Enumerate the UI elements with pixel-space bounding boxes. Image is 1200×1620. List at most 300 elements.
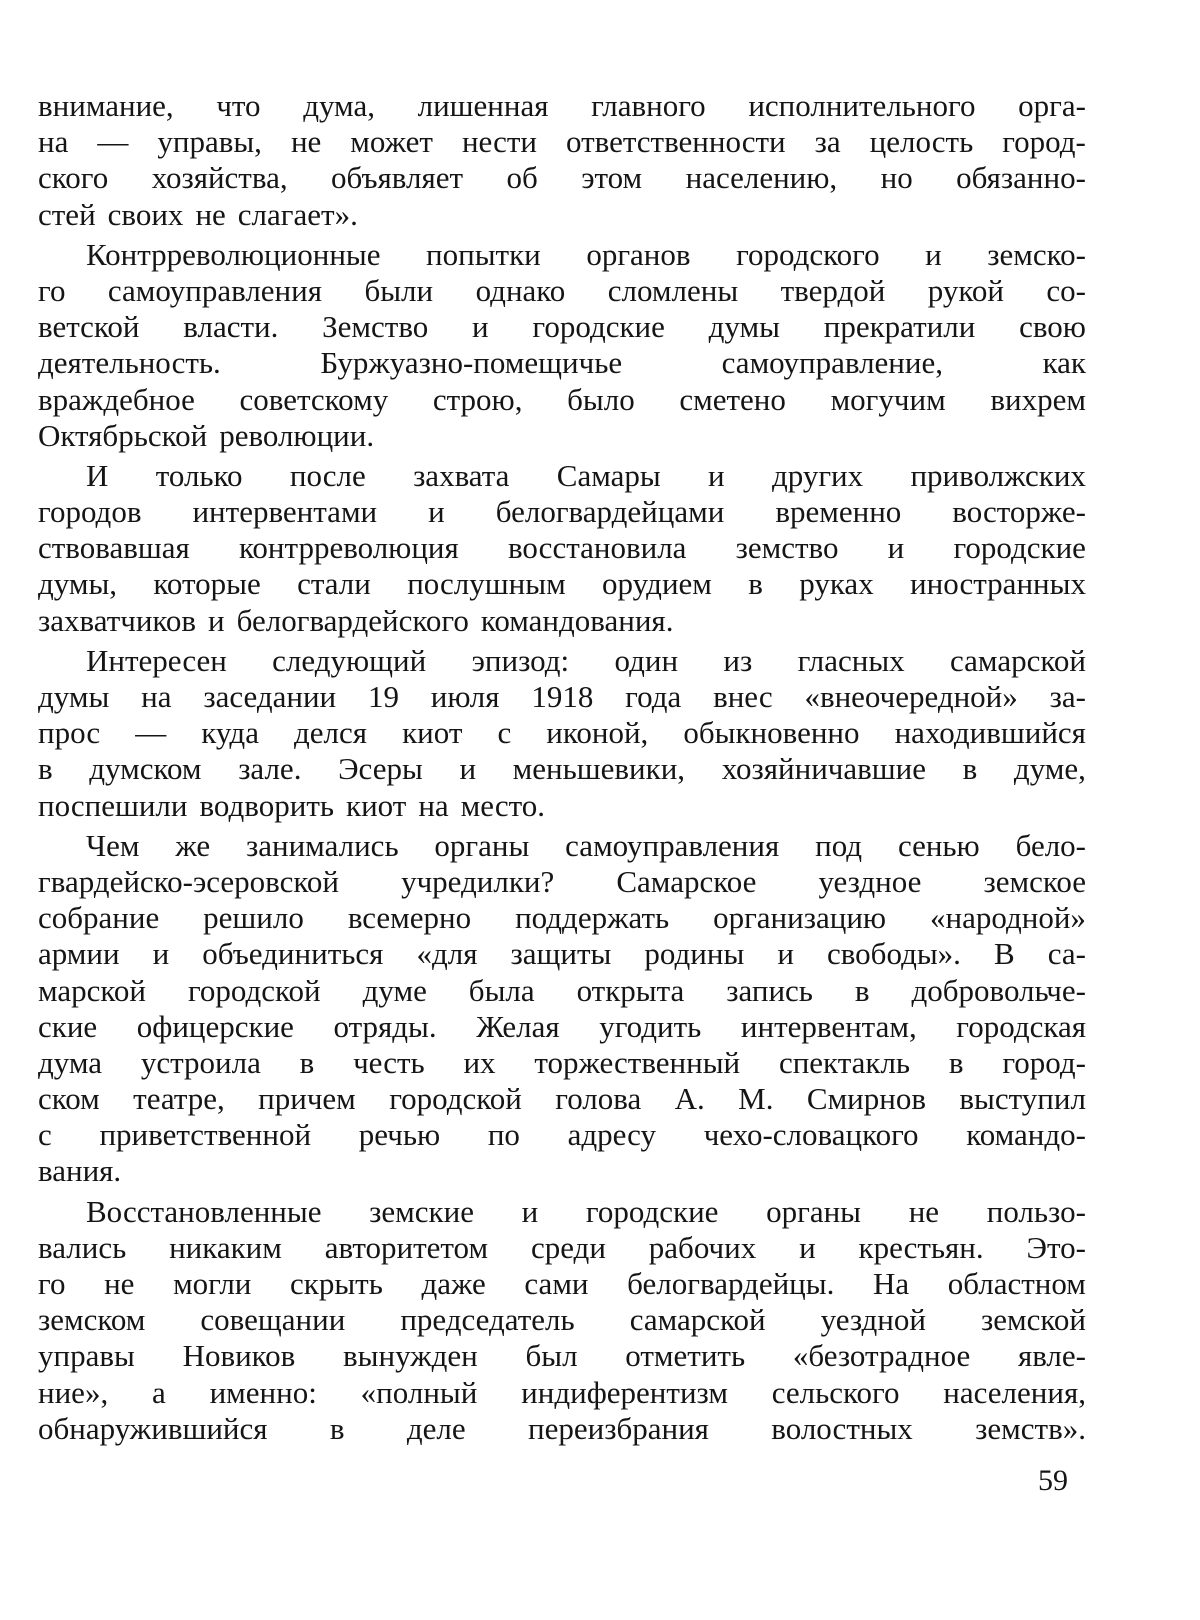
- word: 1918: [531, 679, 594, 714]
- word: захвата: [413, 457, 510, 493]
- word: меньшевики,: [512, 751, 686, 787]
- word: добровольче-: [911, 972, 1086, 1008]
- word: целость: [869, 124, 974, 160]
- word: киот: [402, 715, 463, 751]
- word: поддержать: [515, 900, 670, 936]
- word: На: [872, 1266, 910, 1301]
- paragraph: [38, 643, 1086, 824]
- word: может: [350, 124, 433, 160]
- paragraph: [38, 828, 1086, 1190]
- word: самоуправление,: [721, 345, 944, 381]
- word: об: [506, 160, 538, 196]
- word: за: [814, 124, 841, 160]
- text-line: [38, 1117, 1086, 1153]
- word: водворить: [199, 787, 335, 823]
- text-line: [38, 828, 1086, 864]
- word: других: [771, 457, 864, 493]
- word: на: [418, 787, 449, 823]
- word: деятельность.: [38, 345, 221, 381]
- word: иностранных: [910, 566, 1086, 602]
- word: а: [152, 1374, 166, 1410]
- word: Это-: [1026, 1229, 1086, 1265]
- text-line: [38, 1045, 1086, 1081]
- word: армии: [38, 936, 120, 972]
- word: белогвардейского: [236, 602, 469, 638]
- word: в: [299, 1044, 315, 1080]
- word: угодить: [599, 1008, 702, 1044]
- word: на: [38, 124, 69, 160]
- text-line: [38, 160, 1086, 196]
- word: твердой: [780, 272, 886, 308]
- text-line: [38, 1230, 1086, 1266]
- word: учредилки?: [401, 863, 555, 899]
- word: был: [525, 1338, 578, 1374]
- word: защиты: [510, 936, 612, 972]
- word: восстановила: [507, 530, 687, 566]
- word: председатель: [400, 1302, 575, 1338]
- word: крестьян.: [858, 1229, 984, 1265]
- word: думе: [362, 972, 427, 1008]
- text-line: [38, 418, 1086, 454]
- word: гвардейско-эсеровской: [38, 863, 339, 899]
- word: послушным: [407, 566, 566, 602]
- word: совещании: [200, 1302, 346, 1338]
- word: один: [614, 642, 679, 678]
- word: орудием: [602, 566, 712, 602]
- word: ском: [38, 1081, 100, 1117]
- word: —: [135, 715, 167, 751]
- word: только: [155, 457, 243, 493]
- word: и: [472, 309, 489, 345]
- text-line: [38, 566, 1086, 602]
- word: как: [1042, 345, 1086, 381]
- text-line: [38, 679, 1086, 715]
- text-line: [38, 1081, 1086, 1117]
- word: Октябрьской: [38, 417, 208, 453]
- word: не: [908, 1193, 940, 1229]
- word: приветственной: [99, 1117, 312, 1153]
- word: думы: [38, 679, 110, 714]
- word: сломлены: [607, 272, 739, 308]
- word: городская: [956, 1008, 1086, 1044]
- word: честь: [353, 1044, 425, 1080]
- word: город-: [1002, 1044, 1086, 1080]
- word: стали: [297, 566, 371, 602]
- word: управы,: [157, 124, 262, 160]
- text-line: [38, 345, 1086, 381]
- word: населению,: [685, 160, 838, 196]
- word: «для: [416, 936, 478, 972]
- word: земство: [735, 530, 839, 566]
- text-line: [38, 237, 1086, 273]
- word: и: [428, 494, 445, 530]
- word: стей: [38, 196, 96, 232]
- word: интервентам,: [740, 1008, 917, 1044]
- text-column: [38, 88, 1086, 1447]
- word: белогвардейцами: [495, 494, 725, 530]
- word: делся: [294, 715, 368, 751]
- text-line: [38, 864, 1086, 900]
- word: которые: [153, 566, 261, 602]
- text-line: [38, 273, 1086, 309]
- word: авторитетом: [324, 1229, 489, 1265]
- word: и: [152, 936, 170, 972]
- word: ние»,: [38, 1374, 109, 1410]
- word: явле-: [1017, 1338, 1086, 1374]
- word: самоуправления: [565, 827, 780, 863]
- text-line: [38, 1411, 1086, 1447]
- word: городской: [389, 1081, 522, 1117]
- word: городские: [953, 530, 1086, 566]
- text-line: [38, 88, 1086, 124]
- word: спектакль: [778, 1044, 911, 1080]
- word: вынужден: [343, 1338, 478, 1374]
- word: дума,: [303, 88, 375, 123]
- word: объединиться: [202, 936, 384, 972]
- word: земско-: [987, 236, 1086, 272]
- word: приволжских: [910, 457, 1086, 493]
- word: «безотрадное: [792, 1338, 971, 1374]
- word: вания.: [38, 1153, 122, 1189]
- word: Интересен: [86, 642, 227, 678]
- word: решило: [203, 900, 304, 936]
- word: Самары: [556, 457, 661, 493]
- word: —: [97, 124, 129, 160]
- word: место.: [460, 787, 545, 823]
- word: однако: [475, 272, 566, 308]
- word: земской: [981, 1302, 1086, 1338]
- word: их: [463, 1044, 496, 1080]
- word: пользо-: [986, 1193, 1086, 1229]
- word: и: [459, 751, 477, 787]
- word: И: [86, 457, 109, 493]
- word: сметено: [679, 381, 786, 417]
- word: земские: [369, 1193, 474, 1229]
- word: чехо-словацкого: [703, 1117, 919, 1153]
- word: были: [364, 272, 434, 308]
- word: са-: [1047, 936, 1086, 972]
- word: дума: [38, 1044, 103, 1080]
- word: интервентами: [192, 494, 378, 530]
- word: заседании: [203, 679, 337, 714]
- word: эпизод:: [471, 642, 570, 678]
- word: индиферентизм: [521, 1374, 728, 1410]
- word: зале.: [238, 751, 302, 787]
- word: го: [38, 1266, 66, 1301]
- word: но: [880, 160, 913, 196]
- word: не: [104, 1266, 135, 1301]
- text-line: [38, 1153, 1086, 1189]
- text-line: [38, 197, 1086, 233]
- word: открыта: [576, 972, 685, 1008]
- text-line: [38, 1266, 1086, 1302]
- word: самарской: [950, 642, 1086, 678]
- paragraph: [38, 88, 1086, 233]
- word: находившийся: [894, 715, 1086, 751]
- text-line: [38, 1302, 1086, 1338]
- word: за-: [1049, 679, 1086, 714]
- word: собрание: [38, 900, 160, 936]
- word: что: [216, 88, 261, 123]
- word: Буржуазно-помещичье: [320, 345, 623, 381]
- word: Земство: [322, 309, 429, 345]
- word: родины: [644, 936, 745, 972]
- word: могли: [173, 1266, 252, 1301]
- word: на: [141, 679, 172, 714]
- word: этом: [581, 160, 643, 196]
- word: самарской: [629, 1302, 766, 1338]
- word: Чем: [86, 827, 140, 863]
- paragraph: [38, 458, 1086, 639]
- word: в: [948, 1044, 964, 1080]
- word: было: [567, 381, 635, 417]
- word: офицерские: [136, 1008, 294, 1044]
- word: отметить: [625, 1338, 746, 1374]
- word: земское: [983, 863, 1086, 899]
- text-line: [38, 382, 1086, 418]
- word: захватчиков: [38, 602, 197, 638]
- text-line: [38, 1338, 1086, 1374]
- text-line: [38, 900, 1086, 936]
- word: марской: [38, 972, 147, 1008]
- word: прекратили: [823, 309, 976, 345]
- text-line: [38, 124, 1086, 160]
- word: рукой: [927, 272, 1004, 308]
- word: ского: [38, 160, 109, 196]
- word: куда: [201, 715, 259, 751]
- word: свободы».: [827, 936, 961, 972]
- word: советскому: [239, 381, 389, 417]
- word: и: [708, 457, 725, 493]
- word: «народной»: [930, 900, 1086, 936]
- word: в: [854, 972, 870, 1008]
- word: причем: [258, 1081, 356, 1117]
- word: именно:: [209, 1374, 317, 1410]
- word: городов: [38, 494, 142, 530]
- word: в: [38, 751, 53, 787]
- word: думском: [89, 751, 202, 787]
- word: в: [329, 1410, 345, 1446]
- word: торжественный: [534, 1044, 741, 1080]
- word: с: [497, 715, 512, 751]
- word: Желая: [476, 1008, 560, 1044]
- word: гласных: [797, 642, 905, 678]
- word: думы,: [38, 566, 118, 602]
- word: в: [962, 751, 978, 787]
- word: «внеочередной»: [804, 679, 1018, 714]
- word: в: [748, 566, 763, 602]
- word: «полный: [360, 1374, 478, 1410]
- word: М.: [738, 1081, 774, 1117]
- word: белогвардейцы.: [627, 1266, 835, 1301]
- word: А.: [674, 1081, 705, 1117]
- word: ствовавшая: [38, 530, 190, 566]
- word: обнаружившийся: [38, 1410, 268, 1446]
- word: июля: [430, 679, 500, 714]
- word: могучим: [830, 381, 946, 417]
- text-line: [38, 751, 1086, 787]
- word: Контрреволюционные: [86, 236, 381, 272]
- word: и: [887, 530, 905, 566]
- word: уездное: [818, 863, 922, 899]
- word: областном: [947, 1266, 1086, 1301]
- text-line: [38, 1375, 1086, 1411]
- text-line: [38, 603, 1086, 639]
- word: всемерно: [347, 900, 472, 936]
- word: поспешили: [38, 787, 188, 823]
- word: никаким: [169, 1229, 282, 1265]
- word: под: [815, 827, 863, 863]
- word: органы: [766, 1193, 862, 1229]
- word: не: [195, 196, 226, 232]
- word: строю,: [432, 381, 523, 417]
- word: революции.: [219, 417, 375, 453]
- word: думе,: [1013, 751, 1086, 787]
- word: иконой,: [546, 715, 649, 751]
- word: и: [799, 1229, 816, 1265]
- word: Смирнов: [806, 1081, 927, 1117]
- word: управы: [38, 1338, 135, 1374]
- word: временно: [775, 494, 902, 530]
- word: уездной: [820, 1302, 926, 1338]
- word: из: [723, 642, 753, 678]
- word: сельского: [771, 1374, 900, 1410]
- word: город-: [1002, 124, 1086, 160]
- word: волостных: [771, 1410, 913, 1446]
- paragraph: [38, 1194, 1086, 1447]
- word: попытки: [426, 236, 541, 272]
- word: командо-: [966, 1117, 1086, 1153]
- word: В: [993, 936, 1015, 972]
- text-line: [38, 309, 1086, 345]
- word: враждебное: [38, 381, 195, 417]
- word: с: [38, 1117, 52, 1153]
- word: власти.: [183, 309, 279, 345]
- word: свою: [1019, 309, 1086, 345]
- word: 19: [367, 679, 399, 714]
- word: театре,: [133, 1081, 225, 1117]
- word: организацию: [713, 900, 887, 936]
- word: органов: [586, 236, 691, 272]
- word: слагает».: [237, 196, 358, 232]
- word: самоуправления: [107, 272, 322, 308]
- word: городские: [585, 1193, 719, 1229]
- word: городского: [736, 236, 880, 272]
- word: даже: [421, 1266, 486, 1301]
- word: запись: [726, 972, 813, 1008]
- word: бело-: [1015, 827, 1086, 863]
- text-line: [38, 530, 1086, 566]
- word: занимались: [246, 827, 399, 863]
- word: деле: [406, 1410, 466, 1446]
- word: и: [208, 602, 225, 638]
- word: и: [777, 936, 794, 972]
- word: внес: [713, 679, 773, 714]
- word: главного: [591, 88, 706, 123]
- word: хозяйничавшие: [721, 751, 926, 787]
- word: земском: [38, 1302, 146, 1338]
- word: по: [487, 1117, 520, 1153]
- text-line: [38, 1009, 1086, 1045]
- word: речью: [358, 1117, 441, 1153]
- word: орга-: [1018, 88, 1086, 123]
- word: ответственности: [566, 124, 786, 160]
- word: со-: [1046, 272, 1086, 308]
- text-line: [38, 458, 1086, 494]
- word: лишенная: [417, 88, 549, 123]
- word: устроила: [140, 1044, 261, 1080]
- word: земств».: [975, 1410, 1086, 1446]
- word: внимание,: [38, 88, 174, 123]
- word: обязанно-: [956, 160, 1086, 196]
- word: городские: [532, 309, 665, 345]
- word: нести: [461, 124, 537, 160]
- word: сами: [524, 1266, 589, 1301]
- word: командования.: [480, 602, 674, 638]
- word: ветской: [38, 309, 140, 345]
- word: Эсеры: [338, 751, 423, 787]
- text-line: [38, 973, 1086, 1009]
- text-line: [38, 715, 1086, 751]
- word: своих: [107, 196, 184, 232]
- text-line: [38, 936, 1086, 972]
- word: прос: [38, 715, 101, 751]
- word: и: [925, 236, 942, 272]
- word: думы: [708, 309, 780, 345]
- word: отряды.: [333, 1008, 437, 1044]
- text-line: [38, 788, 1086, 824]
- word: же: [175, 827, 211, 863]
- word: исполнительного: [748, 88, 976, 123]
- word: рабочих: [648, 1229, 757, 1265]
- word: скрыть: [290, 1266, 383, 1301]
- text-line: [38, 643, 1086, 679]
- word: Самарское: [616, 863, 757, 899]
- word: следующий: [272, 642, 427, 678]
- paragraph: [38, 237, 1086, 454]
- word: хозяйства,: [151, 160, 288, 196]
- word: переизбрания: [528, 1410, 709, 1446]
- word: городской: [187, 972, 321, 1008]
- word: восторже-: [952, 494, 1086, 530]
- word: года: [625, 679, 682, 714]
- word: адресу: [567, 1117, 657, 1153]
- word: среди: [530, 1229, 606, 1265]
- word: сенью: [897, 827, 980, 863]
- word: органы: [434, 827, 530, 863]
- word: руках: [799, 566, 874, 602]
- book-page: [38, 88, 1086, 1588]
- word: после: [289, 457, 366, 493]
- word: голова: [555, 1081, 642, 1117]
- word: вихрем: [990, 381, 1086, 417]
- word: Новиков: [182, 1338, 296, 1374]
- word: и: [521, 1193, 539, 1229]
- word: не: [290, 124, 322, 160]
- word: го: [38, 272, 66, 308]
- text-line: [38, 1194, 1086, 1230]
- word: населения,: [943, 1374, 1086, 1410]
- word: объявляет: [331, 160, 464, 196]
- word: была: [468, 972, 535, 1008]
- page-number: 59: [1038, 1464, 1068, 1497]
- text-line: [38, 494, 1086, 530]
- word: Восстановленные: [86, 1193, 322, 1229]
- word: контрреволюция: [238, 530, 459, 566]
- word: выступил: [959, 1081, 1086, 1117]
- word: обыкновенно: [683, 715, 860, 751]
- word: вались: [38, 1229, 127, 1265]
